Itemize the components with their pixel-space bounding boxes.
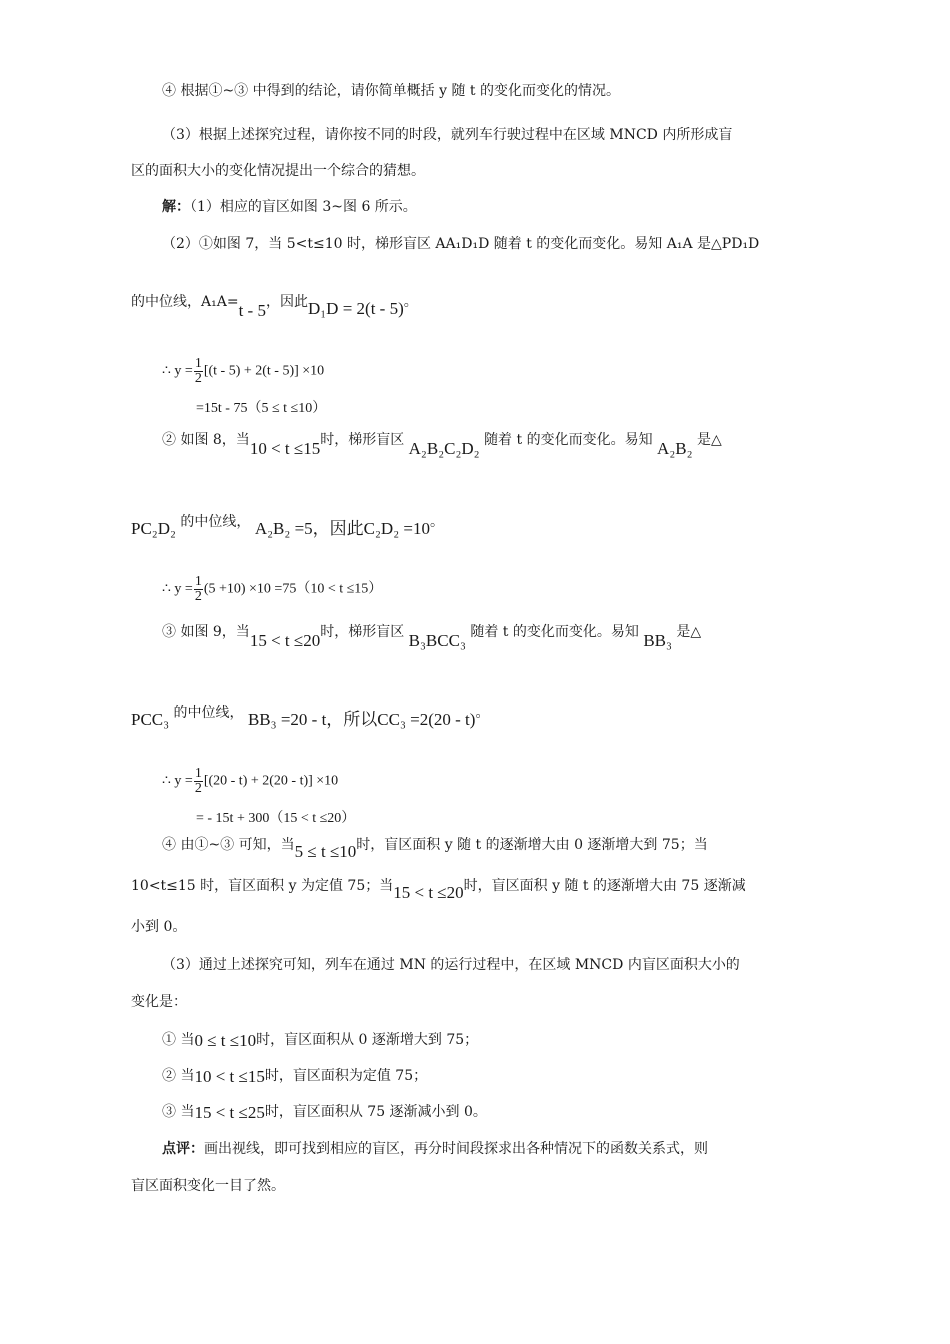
fraction-half: $\frac{1}{2}$ [194, 574, 202, 604]
conclusion-item2: ② 当10 < t ≤15时，盲区面积为定值 75； [162, 1067, 428, 1086]
math-d1d: D₁D = 2(t - 5) [307, 299, 404, 318]
conclusion-item1: ① 当0 ≤ t ≤10时，盲区面积从 0 逐渐增大到 75； [162, 1031, 479, 1050]
question-part4: ④ 根据①~③ 中得到的结论，请你简单概括 y 随 t 的变化而变化的情况。 [162, 83, 620, 99]
math-bb3: BB₃ [643, 631, 672, 650]
equation-case1-result: =15t - 75（5 ≤ t ≤10） [196, 401, 327, 416]
comment-line2: 盲区面积变化一目了然。 [131, 1178, 285, 1194]
conclusion-item3: ③ 当15 < t ≤25时，盲区面积从 75 逐渐减小到 0。 [162, 1103, 487, 1122]
math-range-15-20: 15 < t ≤20 [249, 631, 321, 650]
math-b3bcc3: B₃BCC₃ [408, 631, 466, 650]
math-a2b2c2d2: A₂B₂C₂D₂ [408, 439, 480, 458]
math-range-15-20: 15 < t ≤20 [393, 883, 464, 902]
solution-summary-line1: ④ 由①~③ 可知，当5 ≤ t ≤10时，盲区面积 y 随 t 的逐渐增大由 0 逐渐增大到 75；当 [162, 837, 708, 861]
math-bb3-cc3: BB₃ =20 - t，所以CC₃ =2(20 - t) [247, 710, 476, 729]
math-a2b2: A₂B₂ [657, 439, 693, 458]
math-range-0-10: 0 ≤ t ≤10 [194, 1031, 257, 1050]
math-pcc3: PCC₃ [131, 710, 170, 729]
math-t-minus-5: t - 5 [238, 301, 266, 320]
solution-case1-line1: （2）①如图 7，当 5<t≤10 时，梯形盲区 AA₁D₁D 随着 t 的变化而变化。易知 A₁A 是△PD₁D [162, 236, 760, 252]
solution-label: 解： [162, 199, 190, 215]
math-range-10-15: 10 < t ≤15 [194, 1067, 265, 1086]
comment-label: 点评： [162, 1141, 204, 1157]
solution-case3-line1: ③ 如图 9，当15 < t ≤20时，梯形盲区 B₃BCC₃ 随着 t 的变化而变化。易知 BB₃ 是△ [162, 624, 702, 650]
equation-case2: ∴ y = $\frac{1}{2}$ (5 +10) ×10 =75（10 < t ≤15） [162, 574, 383, 604]
solution-part3-line1: （3）通过上述探究可知，列车在通过 MN 的运行过程中，在区域 MNCD 内盲区面积大小的 [162, 957, 740, 973]
fraction-half: $\frac{1}{2}$ [194, 356, 202, 386]
solution-case2-line2: PC₂D₂ 的中位线， A₂B₂ =5，因此C₂D₂ =10。 [131, 514, 444, 538]
solution-case3-line2: PCC₃ 的中位线， BB₃ =20 - t，所以CC₃ =2(20 - t)。 [131, 705, 490, 729]
solution-case2-line1: ② 如图 8，当10 < t ≤15时，梯形盲区 A₂B₂C₂D₂ 随着 t 的变化而变化。易知 A₂B₂ 是△ [162, 432, 722, 458]
math-range-5-10: 5 ≤ t ≤10 [294, 842, 357, 861]
math-range-10-15: 10 < t ≤15 [249, 439, 321, 458]
solution-summary-line2: 10<t≤15 时，盲区面积 y 为定值 75；当15 < t ≤20时，盲区面积 y 随 t 的逐渐增大由 75 逐渐减 [131, 878, 746, 902]
solution-case1-line2: 的中位线，A₁A=t - 5，因此D₁D = 2(t - 5)。 [131, 294, 418, 320]
question-part3-line1: （3）根据上述探究过程，请你按不同的时段，就列车行驶过程中在区域 MNCD 内所形成盲 [162, 127, 733, 143]
math-a2b2-c2d2: A₂B₂ =5，因此C₂D₂ =10 [254, 519, 430, 538]
equation-case1: ∴ y = $\frac{1}{2}$ [(t - 5) + 2(t - 5)] ×10 [162, 356, 325, 386]
equation-case3: ∴ y = $\frac{1}{2}$ [(20 - t) + 2(20 - t)] ×10 [162, 766, 339, 796]
solution-summary-line3: 小到 0。 [131, 919, 187, 935]
solution-part1 [162, 198, 417, 216]
math-pc2d2: PC₂D₂ [131, 519, 176, 538]
comment-line1: 点评：画出视线，即可找到相应的盲区，再分时间段探求出各种情况下的函数关系式，则 [162, 1141, 708, 1157]
fraction-half: $\frac{1}{2}$ [194, 766, 202, 796]
solution-part3-line2: 变化是： [131, 994, 187, 1010]
solution-part1-text: （1）相应的盲区如图 3~图 6 所示。 [190, 199, 417, 215]
equation-case3-result: = - 15t + 300（15 < t ≤20） [196, 811, 356, 826]
math-range-15-25: 15 < t ≤25 [194, 1103, 265, 1122]
question-part3-line2: 区的面积大小的变化情况提出一个综合的猜想。 [131, 163, 425, 179]
